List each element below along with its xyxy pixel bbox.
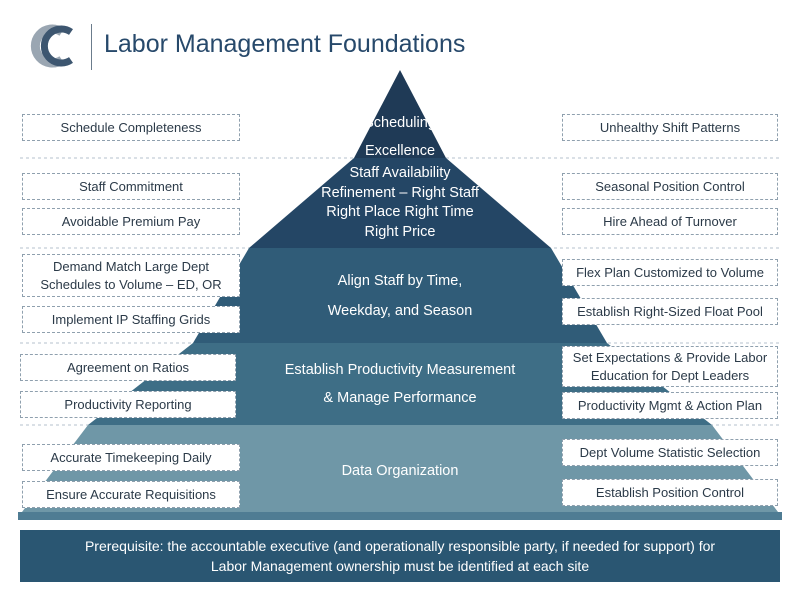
right-box-unhealthy-shift-patterns: Unhealthy Shift Patterns xyxy=(562,114,778,141)
banner-line: Prerequisite: the accountable executive (and operationally responsible party, if needed for support) for xyxy=(84,537,716,554)
left-box-accurate-requisitions: Ensure Accurate Requisitions xyxy=(22,481,240,508)
right-box-dept-volume-statistic: Dept Volume Statistic Selection xyxy=(562,439,778,466)
banner-line: Labor Management ownership must be identified at each site xyxy=(210,558,590,574)
tier-5-label: Data Organization xyxy=(341,463,459,479)
left-box-ip-staffing-grids: Implement IP Staffing Grids xyxy=(22,306,240,333)
tier-1-label: Scheduling Excellence xyxy=(364,115,436,159)
left-box-productivity-reporting: Productivity Reporting xyxy=(20,391,236,418)
right-box-seasonal-position-control: Seasonal Position Control xyxy=(562,173,778,200)
prerequisite-banner xyxy=(20,530,780,582)
right-box-flex-plan: Flex Plan Customized to Volume xyxy=(562,259,778,286)
tier-4-label: Establish Productivity Measurement & Manage Performance xyxy=(284,362,516,406)
right-box-productivity-mgmt: Productivity Mgmt & Action Plan xyxy=(562,392,778,419)
tier-2-label: Staff Availability Refinement – Right Staff Right Place Right Time Right Price xyxy=(321,165,479,240)
right-box-position-control: Establish Position Control xyxy=(562,479,778,506)
pyramid-base xyxy=(18,512,782,520)
left-box-agreement-on-ratios: Agreement on Ratios xyxy=(20,354,236,381)
right-box-float-pool: Establish Right-Sized Float Pool xyxy=(562,298,778,325)
right-box-hire-ahead-of-turnover: Hire Ahead of Turnover xyxy=(562,208,778,235)
left-box-staff-commitment: Staff Commitment xyxy=(22,173,240,200)
left-box-accurate-timekeeping: Accurate Timekeeping Daily xyxy=(22,444,240,471)
right-box-set-expectations: Set Expectations & Provide Labor Education for Dept Leaders xyxy=(562,346,778,387)
left-box-demand-match: Demand Match Large Dept Schedules to Volume – ED, OR xyxy=(22,254,240,297)
left-box-schedule-completeness: Schedule Completeness xyxy=(22,114,240,141)
tier-3-label: Align Staff by Time, Weekday, and Season xyxy=(327,273,473,319)
left-box-avoidable-premium-pay: Avoidable Premium Pay xyxy=(22,208,240,235)
page-title: Labor Management Foundations xyxy=(104,30,466,58)
